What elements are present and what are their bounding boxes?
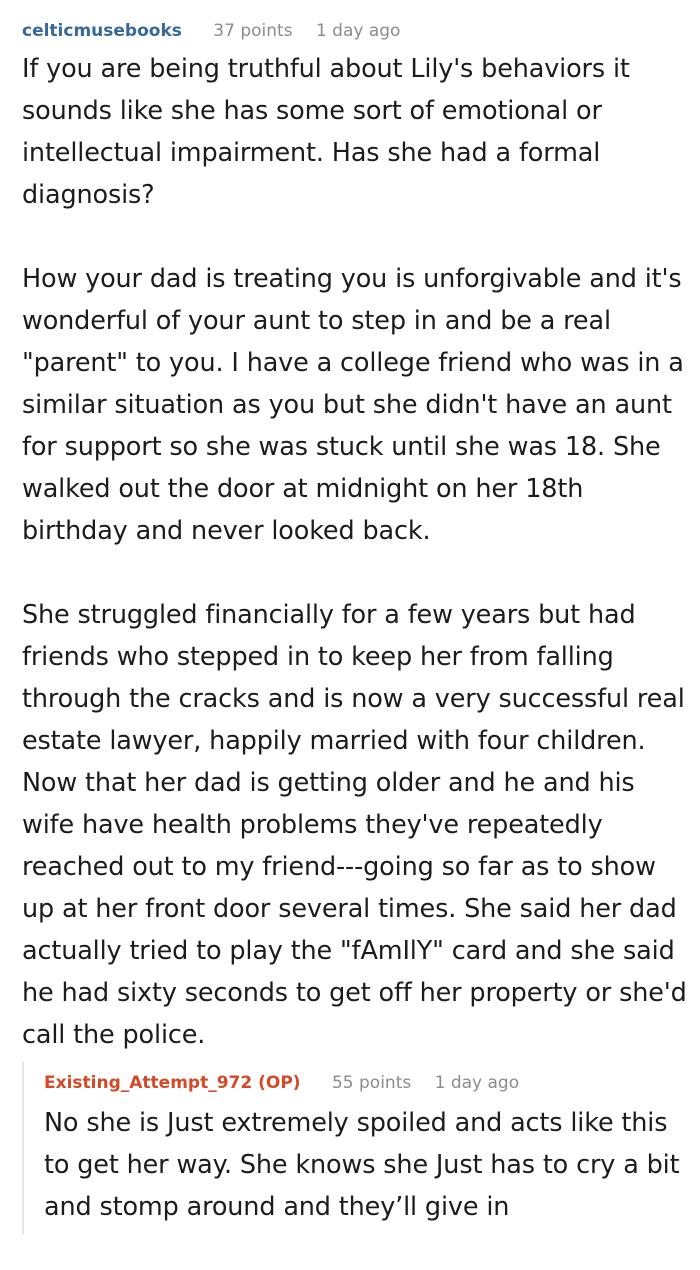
comment-points: 37 points	[213, 21, 293, 41]
reply-author-link[interactable]: Existing_Attempt_972 (OP)	[44, 1073, 301, 1093]
reply-timestamp: 1 day ago	[434, 1073, 520, 1093]
comment-author-link[interactable]: celticmusebooks	[22, 21, 182, 41]
comment-paragraph-2: How your dad is treating you is unforgivable and it's wonderful of your aunt to step in and be a real "parent" to you. I have a college friend who was in a similar situation as you but she didn't have an aunt for support so she was stuck until she was 18. She walked out the door at midnight on her 18th birthday and never looked back.	[22, 264, 684, 546]
comment-meta	[22, 18, 418, 44]
reply-comment	[22, 1062, 700, 1234]
reply-body	[44, 1102, 694, 1270]
reply-meta	[44, 1070, 537, 1096]
comment-paragraph-1: If you are being truthful about Lily's behaviors it sounds like she has some sort of emotional or intellectual impairment. Has she had a formal diagnosis?	[22, 54, 630, 210]
reply-paragraph: No she is Just extremely spoiled and acts like this to get her way. She knows she Just has to cry a bit and stomp around and they’ll give in	[44, 1108, 680, 1222]
comment-timestamp: 1 day ago	[315, 21, 401, 41]
comment-paragraph-3: She struggled financially for a few years but had friends who stepped in to keep her from falling through the cracks and is now a very successful real estate lawyer, happily married with four children. Now that her dad is getting older and he and his wife have health problems they've repeatedly reached out to my friend---going so far as to show up at her front door several times. She said her dad actually tried to play the "fAmIlY" card and she said he had sixty seconds to get off her property or she'd call the police.	[22, 600, 687, 1050]
comment-body	[22, 48, 692, 1098]
reply-points: 55 points	[331, 1073, 412, 1093]
